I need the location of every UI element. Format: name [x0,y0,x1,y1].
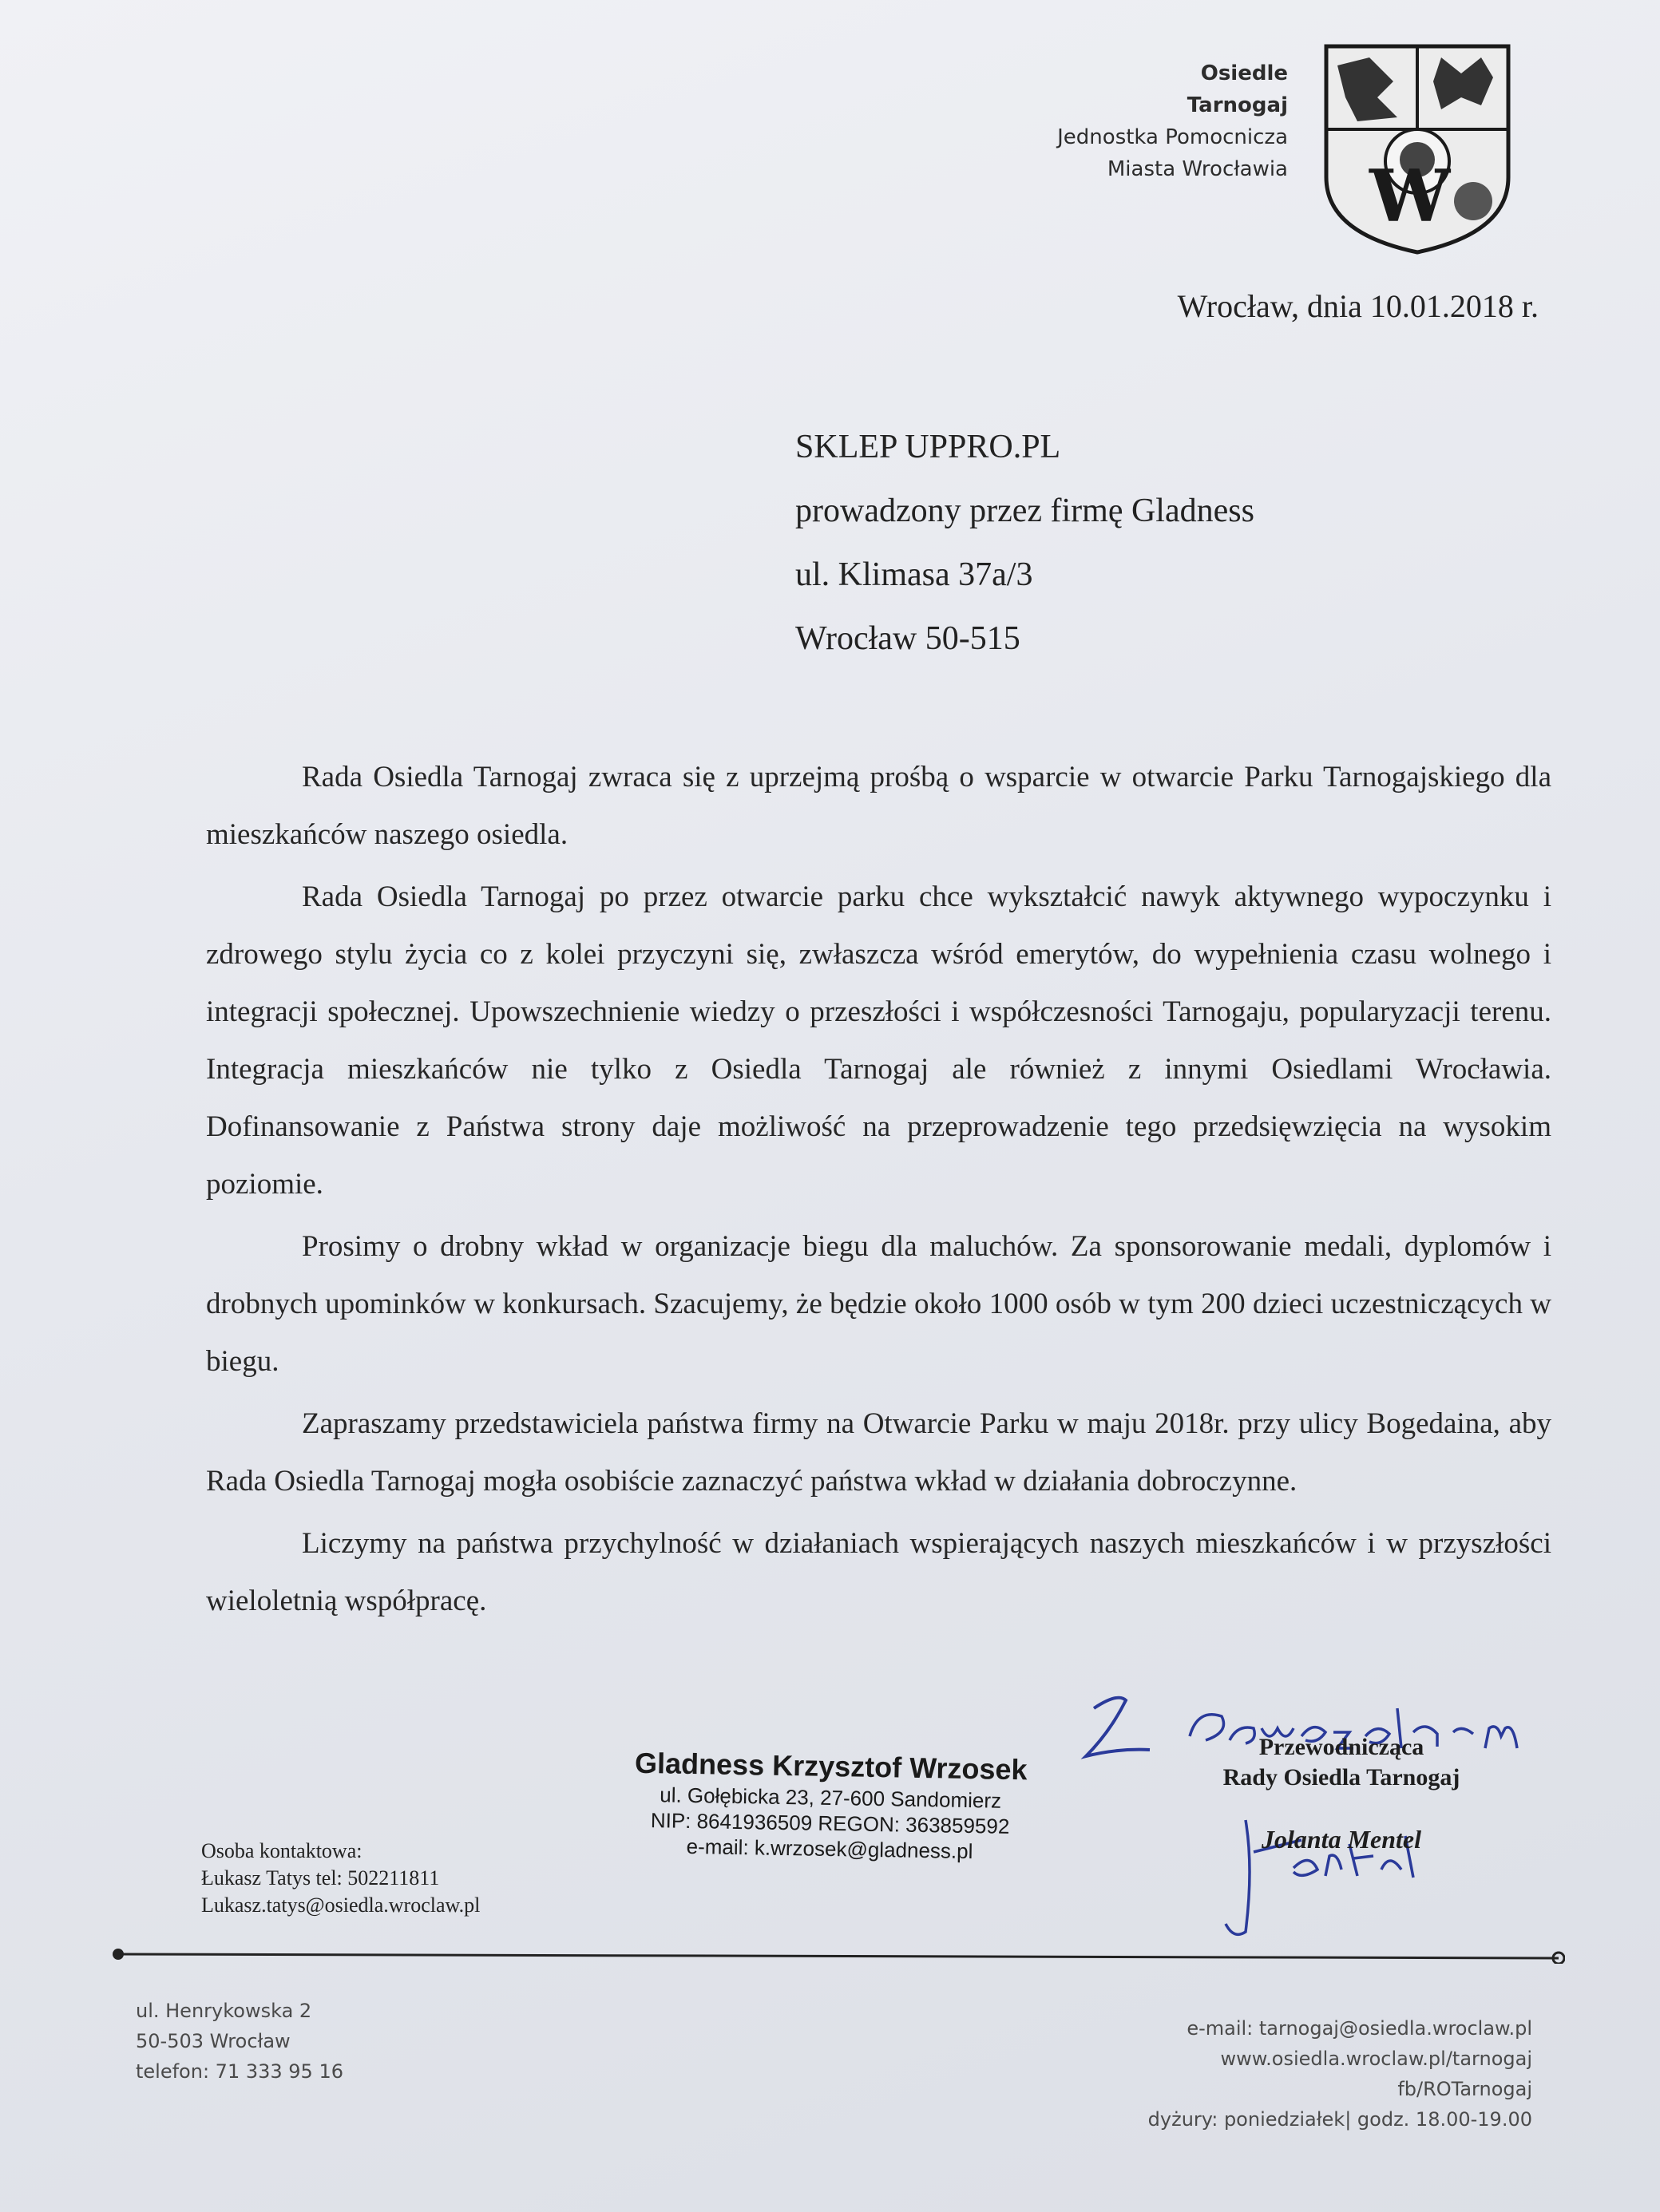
recipient-line4: Wrocław 50-515 [795,620,1020,657]
signer-name: Jolanta Mentel [1261,1825,1421,1854]
crest-letter: W [1369,154,1451,239]
signer-role-line2: Rady Osiedla Tarnogaj [1222,1764,1460,1791]
footer-divider [112,1948,1565,1964]
contact-person [201,1838,480,1919]
footer-facebook: fb/ROTarnogaj [1397,2078,1532,2100]
body-paragraph-4: Zapraszamy przedstawiciela państwa firmy na Otwarcie Parku w maju 2018r. przy ulicy Bogedaina, aby Rada Osiedla Tarnogaj mogła osobiście zaznaczyć państwa wkład w działania dobroczynne. [206,1407,1551,1498]
footer-hours: dyżury: poniedziałek| godz. 18.00-19.00 [1147,2108,1532,2131]
body-paragraph-5: Liczymy na państwa przychylność w działaniach wspierających naszych mieszkańców i w przyszłości wieloletnią współpracę. [206,1527,1551,1617]
letter-date: Wrocław, dnia 10.01.2018 r. [1177,288,1539,324]
contact-email: Lukasz.tatys@osiedla.wroclaw.pl [201,1893,481,1917]
stamp-title: Gladness Krzysztof Wrzosek [634,1746,1028,1787]
stamp-nip-regon: NIP: 8641936509 REGON: 363859592 [650,1808,1010,1838]
recipient-line3: ul. Klimasa 37a/3 [795,556,1033,593]
contact-label: Osoba kontaktowa: [201,1839,363,1862]
signature-block [1118,1732,1565,1854]
wroclaw-crest-icon [1321,42,1513,257]
footer-address [136,1996,343,2087]
org-name-line2: Tarnogaj [1187,93,1288,117]
footer-contact [1148,2013,1532,2135]
body-paragraph-1: Rada Osiedla Tarnogaj zwraca się z uprzejmą prośbą o wsparcie w otwarcie Parku Tarnogajskiego dla mieszkańców naszego osiedla. [206,761,1551,851]
recipient-line2: prowadzony przez firmę Gladness [795,493,1254,529]
recipient-line1: SKLEP UPPRO.PL [795,429,1061,465]
contact-name-phone: Łukasz Tatys tel: 502211811 [201,1866,440,1889]
footer-email: e-mail: tarnogaj@osiedla.wroclaw.pl [1187,2017,1532,2040]
org-name-line1: Osiedle [1200,61,1288,85]
letterhead-org [1057,57,1288,185]
company-stamp [630,1745,1031,1866]
signer-role-line1: Przewodnicząca [1258,1734,1424,1760]
footer-street: ul. Henrykowska 2 [136,2000,312,2022]
footer-postcode-city: 50-503 Wrocław [136,2030,291,2052]
footer-phone: telefon: 71 333 95 16 [136,2060,343,2083]
body-paragraph-3: Prosimy o drobny wkład w organizacje biegu dla maluchów. Za sponsorowanie medali, dyplomów i drobnych upominków w konkursach. Szacujemy, że będzie około 1000 osób w tym 200 dzieci uczestniczących w biegu. [206,1230,1551,1378]
org-sub-line1: Jednostka Pomocnicza [1057,125,1288,149]
org-sub-line2: Miasta Wrocławia [1107,157,1288,181]
body-paragraph-2: Rada Osiedla Tarnogaj po przez otwarcie parku chce wykształcić nawyk aktywnego wypoczynku i zdrowego stylu życia co z kolei przyczyni się, zwłaszcza wśród emerytów, do wypełnienia czasu wolnego i integracji społecznej. Upowszechnienie wiedzy o przeszłości i współczesności Tarnogaju, popularyzacji terenu. Integracja mieszkańców nie tylko z Osiedla Tarnogaj ale również z innymi Osiedlami Wrocławia. Dofinansowanie z Państwa strony daje możliwość na przeprowadzenie tego przedsięwzięcia na wysokim poziomie. [206,880,1551,1201]
stamp-address: ul. Gołębicka 23, 27-600 Sandomierz [660,1783,1002,1813]
letter-body [206,749,1551,1635]
recipient-block [795,415,1254,671]
stamp-email: e-mail: k.wrzosek@gladness.pl [686,1834,973,1864]
footer-website: www.osiedla.wroclaw.pl/tarnogaj [1220,2048,1532,2070]
